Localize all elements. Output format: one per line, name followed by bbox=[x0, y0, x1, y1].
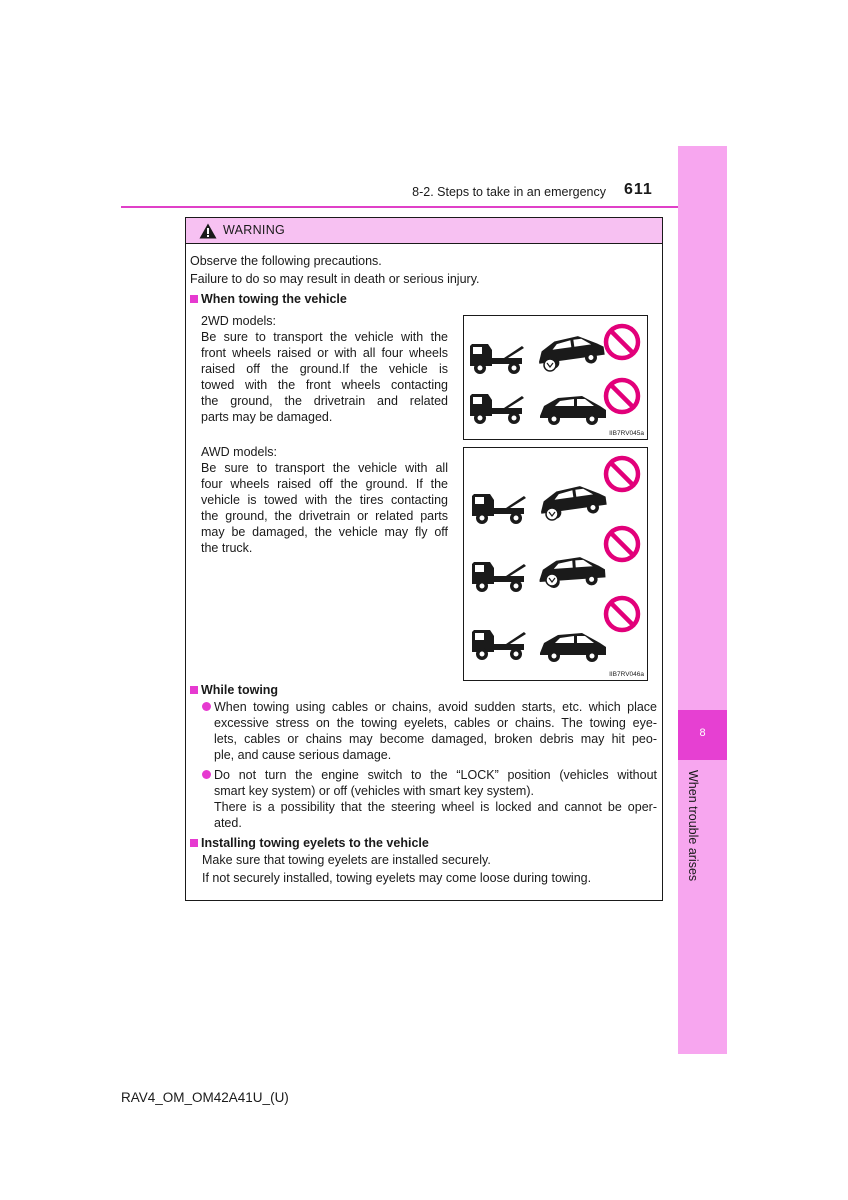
text-line: ated. bbox=[214, 816, 242, 830]
awd-block bbox=[201, 444, 448, 556]
text-line: Make sure that towing eyelets are installed securely. bbox=[202, 853, 491, 867]
bullet-engine-switch bbox=[214, 767, 657, 831]
heading-text: When towing the vehicle bbox=[201, 292, 347, 306]
figure-code: IIB7RV045a bbox=[609, 430, 644, 437]
heading-square-marker bbox=[190, 839, 198, 847]
installing-paragraph bbox=[202, 852, 657, 886]
warning-intro bbox=[190, 253, 660, 287]
text-line: Be sure to transport the vehicle with all bbox=[201, 461, 448, 475]
bullet-avoid-sudden-starts bbox=[214, 699, 657, 763]
tow-truck-illustration bbox=[464, 448, 647, 680]
text-line: There is a possibility that the steering wheel is locked and cannot be oper- bbox=[214, 800, 657, 814]
chapter-number-tab: 8 bbox=[678, 710, 727, 760]
text-line: excessive stress on the towing eyelets, cables or chains. The towing eye- bbox=[214, 716, 657, 730]
header-divider bbox=[121, 206, 727, 208]
warning-triangle-icon bbox=[199, 223, 217, 239]
heading-text: While towing bbox=[201, 683, 279, 697]
footer-model-code: RAV4_OM_OM42A41U_(U) bbox=[121, 1090, 289, 1105]
text-line: the truck. bbox=[201, 541, 253, 555]
figure-code: IIB7RV046a bbox=[609, 671, 644, 678]
text-line: raised off the ground.If the vehicle is bbox=[201, 362, 448, 376]
text-line: parts may be damaged. bbox=[201, 410, 333, 424]
text-line: the ground, the drivetrain and related bbox=[201, 394, 448, 408]
heading-text: Installing towing eyelets to the vehicle bbox=[201, 836, 429, 850]
text-line: When towing using cables or chains, avoid sudden starts, etc. which place bbox=[214, 700, 657, 714]
prohibited-icon bbox=[606, 528, 638, 560]
heading-square-marker bbox=[190, 686, 198, 694]
warning-label: WARNING bbox=[223, 223, 286, 237]
heading-installing-eyelets bbox=[190, 835, 429, 851]
awd-title: AWD models: bbox=[201, 445, 277, 459]
chapter-title: When trouble arises bbox=[686, 770, 700, 882]
twowd-block bbox=[201, 313, 448, 425]
text-line: front wheels raised or with all four wheels bbox=[201, 346, 448, 360]
bullet-dot bbox=[202, 770, 211, 779]
text-line: smart key system) or off (vehicles with smart key system). bbox=[214, 784, 534, 798]
heading-while-towing bbox=[190, 682, 278, 698]
twowd-paragraph bbox=[201, 329, 448, 425]
text-line: towed with the front wheels contacting bbox=[201, 378, 448, 392]
figure-awd-towing bbox=[463, 447, 648, 681]
text-line: four wheels raised off the ground. If the bbox=[201, 477, 448, 491]
page-number: 611 bbox=[624, 181, 653, 198]
text-line: vehicle is towed with the tires contacting bbox=[201, 493, 448, 507]
text-line: If not securely installed, towing eyelets may come loose during towing. bbox=[202, 871, 592, 885]
text-line: lets, cables or chains may become damaged, broken debris may hit peo- bbox=[214, 732, 657, 746]
text-line: ple, and cause serious damage. bbox=[214, 748, 392, 762]
tow-truck-illustration bbox=[464, 316, 647, 439]
prohibited-icon bbox=[606, 326, 638, 358]
intro-line: Failure to do so may result in death or serious injury. bbox=[190, 272, 480, 286]
awd-paragraph bbox=[201, 460, 448, 556]
text-line: Do not turn the engine switch to the “LOCK” position (vehicles without bbox=[214, 768, 657, 782]
heading-when-towing bbox=[190, 291, 347, 307]
intro-line: Observe the following precautions. bbox=[190, 254, 382, 268]
twowd-title: 2WD models: bbox=[201, 314, 277, 328]
prohibited-icon bbox=[606, 458, 638, 490]
prohibited-icon bbox=[606, 380, 638, 412]
text-line: the ground, the drivetrain or related parts bbox=[201, 509, 448, 523]
figure-2wd-towing bbox=[463, 315, 648, 440]
heading-square-marker bbox=[190, 295, 198, 303]
prohibited-icon bbox=[606, 598, 638, 630]
text-line: Be sure to transport the vehicle with the bbox=[201, 330, 448, 344]
chapter-title-tab bbox=[678, 770, 727, 890]
section-title: 8-2. Steps to take in an emergency bbox=[412, 185, 606, 199]
bullet-dot bbox=[202, 702, 211, 711]
chapter-thumb-tab bbox=[678, 146, 727, 1054]
text-line: may be damaged, the vehicle may fly off bbox=[201, 525, 448, 539]
